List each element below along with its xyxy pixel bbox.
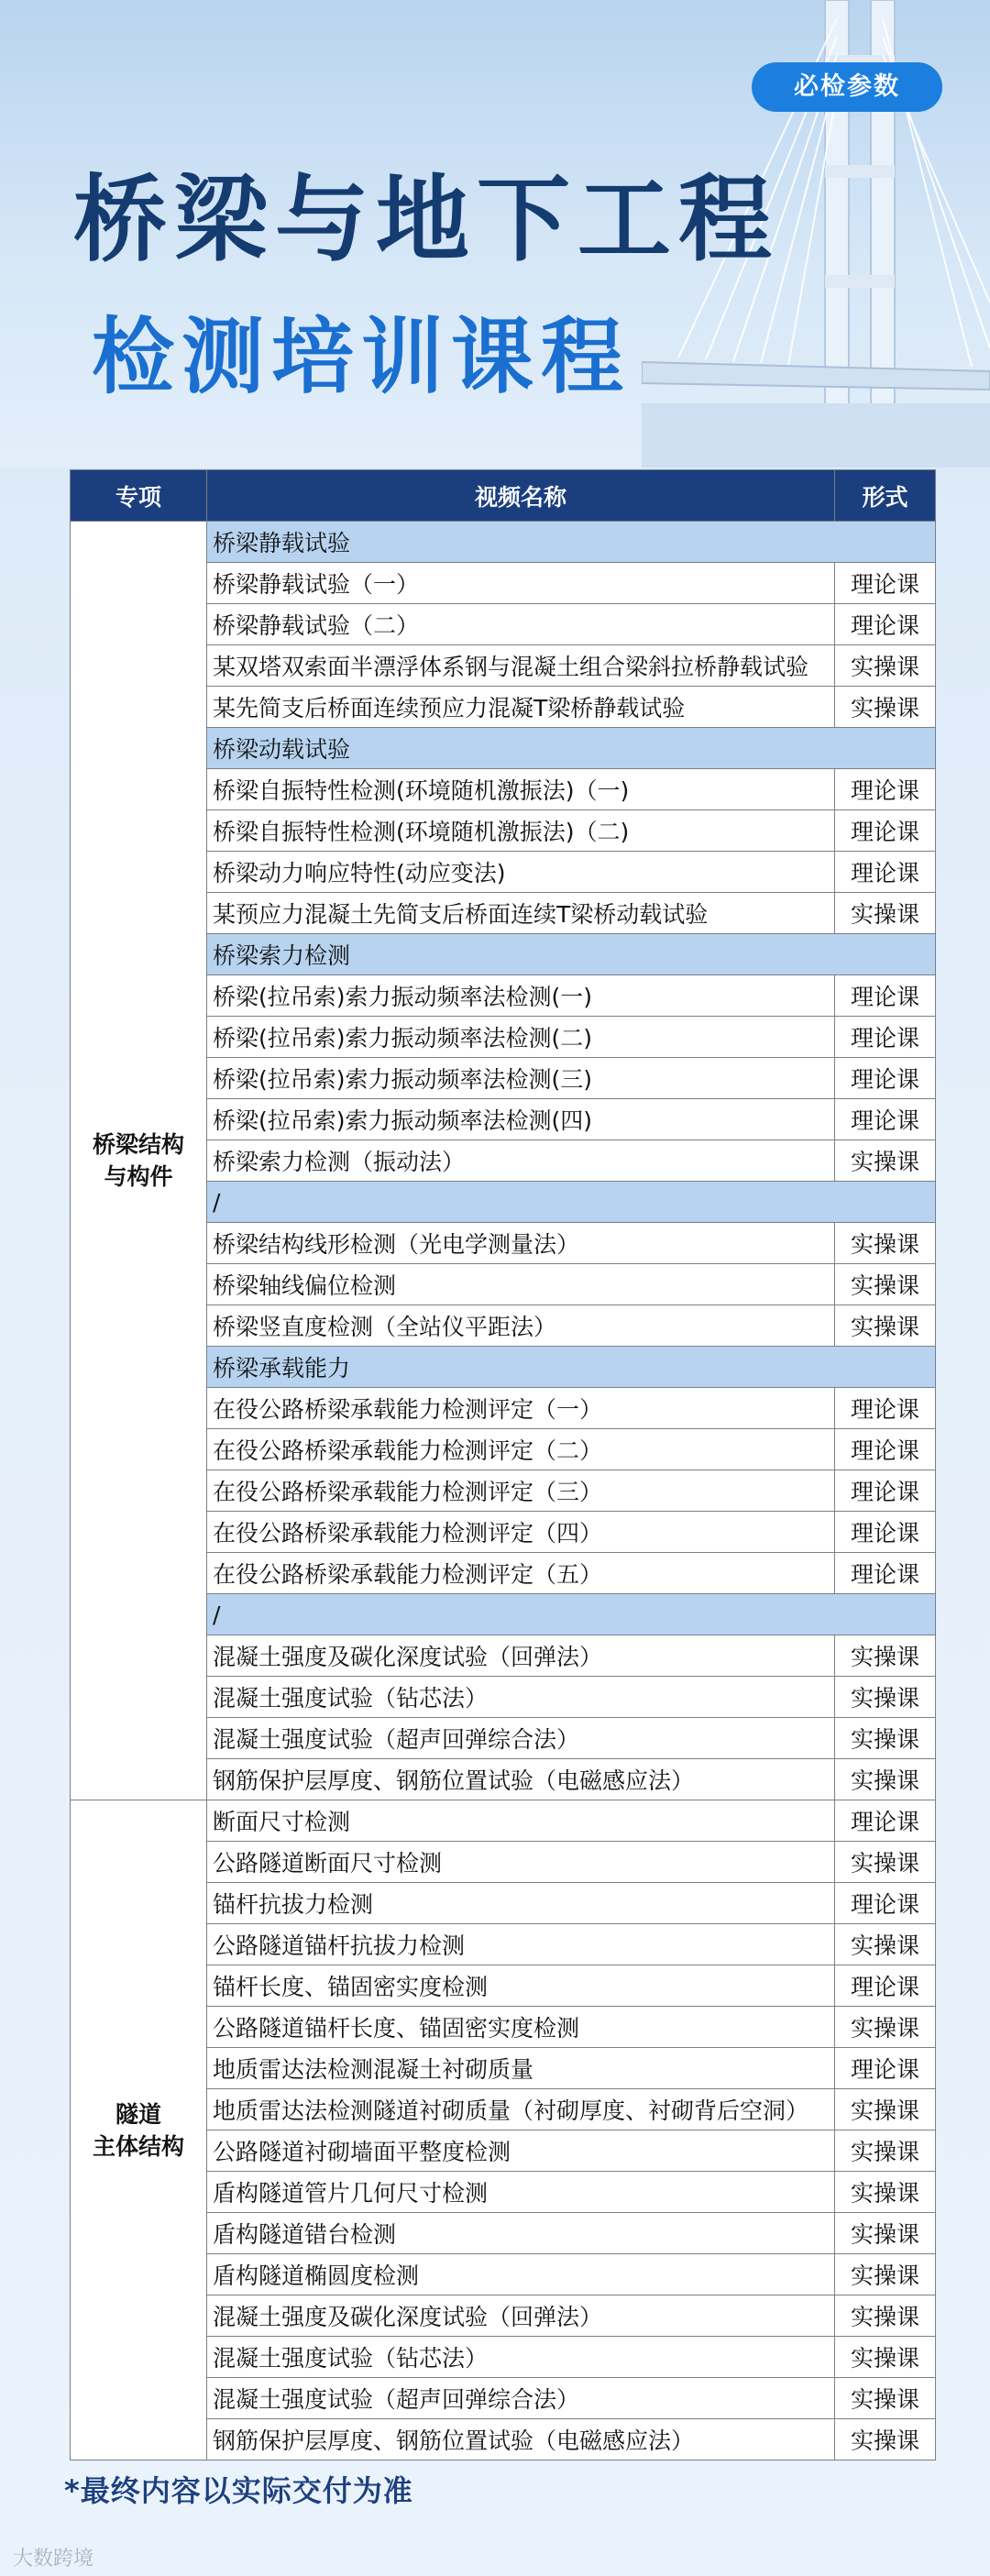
video-name-cell: 钢筋保护层厚度、钢筋位置试验（电磁感应法） <box>207 1759 835 1800</box>
video-name-cell: 公路隧道断面尺寸检测 <box>207 1842 835 1883</box>
video-name-cell: 桥梁结构线形检测（光电学测量法） <box>207 1223 835 1264</box>
form-cell: 实操课 <box>835 1305 936 1347</box>
video-name-cell: 混凝土强度及碳化深度试验（回弹法） <box>207 1635 835 1677</box>
form-cell: 实操课 <box>835 1223 936 1264</box>
page-title: 桥梁与地下工程 <box>73 166 779 275</box>
video-name-cell: 在役公路桥梁承载能力检测评定（三） <box>207 1470 835 1512</box>
form-cell: 实操课 <box>835 2213 936 2254</box>
section-title: / <box>207 1182 936 1223</box>
form-cell: 实操课 <box>835 1264 936 1305</box>
video-name-cell: 桥梁轴线偏位检测 <box>207 1264 835 1305</box>
form-cell: 实操课 <box>835 1140 936 1182</box>
video-name-cell: 公路隧道衬砌墙面平整度检测 <box>207 2130 835 2172</box>
course-table <box>70 469 936 2460</box>
form-cell: 理论课 <box>835 852 936 893</box>
video-name-cell: 锚杆抗拔力检测 <box>207 1883 835 1924</box>
form-cell: 理论课 <box>835 1883 936 1924</box>
form-cell: 实操课 <box>835 2378 936 2419</box>
form-cell: 理论课 <box>835 1429 936 1470</box>
video-name-cell: 混凝土强度试验（钻芯法） <box>207 1677 835 1718</box>
video-name-cell: 桥梁(拉吊索)索力振动频率法检测(一) <box>207 975 835 1017</box>
form-cell: 理论课 <box>835 810 936 852</box>
category-name-line: 与构件 <box>104 1163 173 1190</box>
video-name-cell: 桥梁静载试验（二） <box>207 604 835 645</box>
video-name-cell: 桥梁自振特性检测(环境随机激振法)（二) <box>207 810 835 852</box>
form-cell: 实操课 <box>835 1677 936 1718</box>
video-name-cell: 断面尺寸检测 <box>207 1800 835 1842</box>
table-row <box>71 1800 936 1842</box>
form-cell: 理论课 <box>835 1058 936 1099</box>
video-name-cell: 盾构隧道管片几何尺寸检测 <box>207 2172 835 2213</box>
video-name-cell: 某双塔双索面半漂浮体系钢与混凝土组合梁斜拉桥静载试验 <box>207 645 835 687</box>
video-name-cell: 在役公路桥梁承载能力检测评定（二） <box>207 1429 835 1470</box>
form-cell: 实操课 <box>835 1718 936 1759</box>
form-cell: 理论课 <box>835 769 936 810</box>
video-name-cell: 地质雷达法检测隧道衬砌质量（衬砌厚度、衬砌背后空洞） <box>207 2089 835 2130</box>
video-name-cell: 地质雷达法检测混凝土衬砌质量 <box>207 2048 835 2089</box>
video-name-cell: 桥梁(拉吊索)索力振动频率法检测(二) <box>207 1017 835 1058</box>
video-name-cell: 桥梁自振特性检测(环境随机激振法)（一) <box>207 769 835 810</box>
section-title: 桥梁索力检测 <box>207 934 936 975</box>
form-cell: 理论课 <box>835 1512 936 1553</box>
video-name-cell: 锚杆长度、锚固密实度检测 <box>207 1965 835 2007</box>
video-name-cell: 在役公路桥梁承载能力检测评定（一） <box>207 1388 835 1429</box>
video-name-cell: 混凝土强度试验（超声回弹综合法） <box>207 2378 835 2419</box>
form-cell: 理论课 <box>835 563 936 604</box>
video-name-cell: 混凝土强度试验（钻芯法） <box>207 2337 835 2378</box>
form-cell: 理论课 <box>835 1017 936 1058</box>
video-name-cell: 盾构隧道椭圆度检测 <box>207 2254 835 2295</box>
form-cell: 实操课 <box>835 1924 936 1965</box>
category-cell <box>71 1800 207 2460</box>
form-cell: 理论课 <box>835 1470 936 1512</box>
section-row <box>71 522 936 563</box>
form-cell: 实操课 <box>835 2130 936 2172</box>
video-name-cell: 公路隧道锚杆抗拔力检测 <box>207 1924 835 1965</box>
video-name-cell: 公路隧道锚杆长度、锚固密实度检测 <box>207 2007 835 2048</box>
video-name-cell: 盾构隧道错台检测 <box>207 2213 835 2254</box>
form-cell: 理论课 <box>835 1388 936 1429</box>
section-title: 桥梁承载能力 <box>207 1347 936 1388</box>
form-cell: 实操课 <box>835 1842 936 1883</box>
form-cell: 实操课 <box>835 893 936 934</box>
video-name-cell: 桥梁竖直度检测（全站仪平距法） <box>207 1305 835 1347</box>
video-name-cell: 桥梁(拉吊索)索力振动频率法检测(四) <box>207 1099 835 1140</box>
category-name-line: 桥梁结构 <box>92 1131 184 1158</box>
section-title: 桥梁动载试验 <box>207 728 936 769</box>
form-cell: 实操课 <box>835 2254 936 2295</box>
section-title: 桥梁静载试验 <box>207 522 936 563</box>
video-name-cell: 混凝土强度试验（超声回弹综合法） <box>207 1718 835 1759</box>
section-title: / <box>207 1594 936 1635</box>
form-cell: 实操课 <box>835 2419 936 2460</box>
form-cell: 实操课 <box>835 2089 936 2130</box>
form-cell: 实操课 <box>835 2007 936 2048</box>
video-name-cell: 某先简支后桥面连续预应力混凝T梁桥静载试验 <box>207 687 835 728</box>
form-cell: 实操课 <box>835 2337 936 2378</box>
page-subtitle: 检测培训课程 <box>92 309 631 405</box>
form-cell: 理论课 <box>835 2048 936 2089</box>
video-name-cell: 混凝土强度及碳化深度试验（回弹法） <box>207 2295 835 2337</box>
header-video-name: 视频名称 <box>207 470 835 522</box>
form-cell: 理论课 <box>835 604 936 645</box>
form-cell: 实操课 <box>835 645 936 687</box>
form-cell: 理论课 <box>835 975 936 1017</box>
form-cell: 理论课 <box>835 1965 936 2007</box>
form-cell: 理论课 <box>835 1553 936 1594</box>
table-header-row <box>71 470 936 522</box>
form-cell: 实操课 <box>835 2172 936 2213</box>
video-name-cell: 在役公路桥梁承载能力检测评定（五） <box>207 1553 835 1594</box>
video-name-cell: 桥梁索力检测（振动法） <box>207 1140 835 1182</box>
category-name-line: 隧道 <box>115 2100 161 2128</box>
footnote: *最终内容以实际交付为准 <box>64 2473 413 2508</box>
form-cell: 理论课 <box>835 1800 936 1842</box>
video-name-cell: 钢筋保护层厚度、钢筋位置试验（电磁感应法） <box>207 2419 835 2460</box>
table-header <box>71 470 936 522</box>
video-name-cell: 在役公路桥梁承载能力检测评定（四） <box>207 1512 835 1553</box>
category-cell <box>71 522 207 1800</box>
table-body <box>71 522 936 2460</box>
form-cell: 实操课 <box>835 1759 936 1800</box>
form-cell: 实操课 <box>835 1635 936 1677</box>
video-name-cell: 桥梁静载试验（一） <box>207 563 835 604</box>
form-cell: 理论课 <box>835 1099 936 1140</box>
category-name-line: 主体结构 <box>92 2132 184 2160</box>
required-params-badge: 必检参数 <box>752 62 942 112</box>
video-name-cell: 桥梁(拉吊索)索力振动频率法检测(三) <box>207 1058 835 1099</box>
form-cell: 实操课 <box>835 2295 936 2337</box>
video-name-cell: 桥梁动力响应特性(动应变法) <box>207 852 835 893</box>
header-form: 形式 <box>835 470 936 522</box>
watermark: 大数跨境 <box>13 2548 94 2570</box>
header-category: 专项 <box>71 470 207 522</box>
form-cell: 实操课 <box>835 687 936 728</box>
video-name-cell: 某预应力混凝土先简支后桥面连续T梁桥动载试验 <box>207 893 835 934</box>
